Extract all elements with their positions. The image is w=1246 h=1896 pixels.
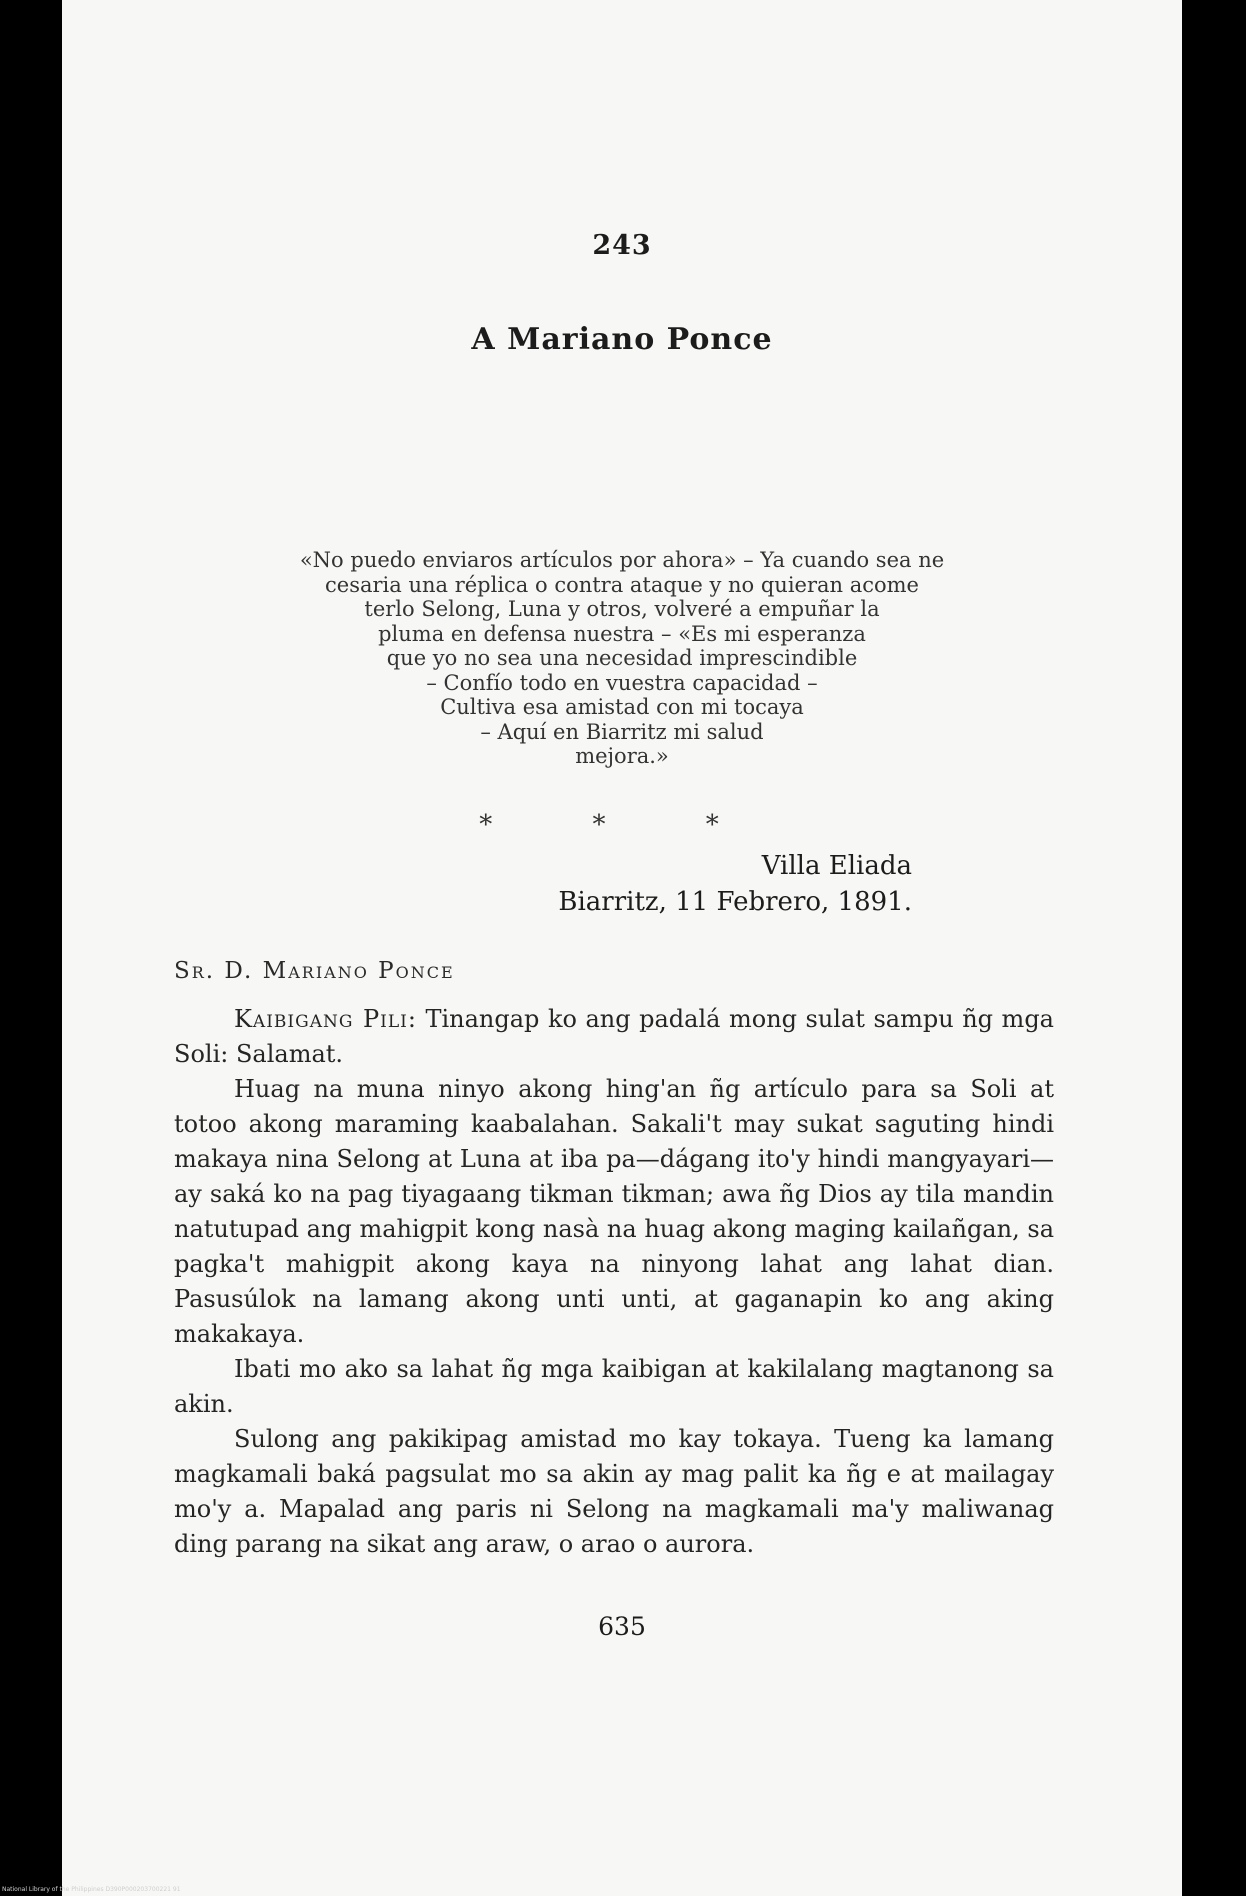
summary-line: cesaria una réplica o contra ataque y no quieran acome: [325, 572, 919, 597]
letter-body: [174, 1002, 1054, 1562]
summary-line: «No puedo enviaros artículos por ahora» – Ya cuando sea ne: [299, 548, 945, 572]
letter-paragraph: [174, 1002, 1054, 1072]
dateline-place: Villa Eliada: [761, 851, 912, 881]
letter-greeting: Kaibigang Pili:: [234, 1005, 417, 1033]
letter-paragraph: Sulong ang pakikipag amistad mo kay tokaya. Tueng ka lamang magkamali baká pagsulat mo sa akin ay mag palit ka ñg e at mailagay mo'y a. Mapalad ang paris ni Selong na magkamali ma'y maliwanag ding parang na sikat ang araw, o arao o aurora.: [174, 1425, 1054, 1558]
summary-line: Cultiva esa amistad con mi tocaya: [440, 695, 804, 719]
letter-paragraph: Huag na muna ninyo akong hing'an ñg artículo para sa Soli at totoo akong maraming kaabalahan. Sakali't may sukat saguting hindi makaya nina Selong at Luna at iba pa—dágang ito'y hindi mangyayari—ay saká ko na pag tiyagaang tikman tikman; awa ñg Dios ay tila mandin natutupad ang mahigpit kong nasà na huag akong maging kailañgan, sa pagka't mahigpit akong kaya na ninyong lahat ang lahat dian. Pasusúlok na lamang akong unti unti, at gaganapin ko ang aking makakaya.: [174, 1075, 1054, 1348]
summary-line: que yo no sea una necesidad imprescindible: [386, 646, 858, 670]
section-separator: * * *: [479, 810, 765, 840]
summary-line: mejora.»: [575, 744, 669, 768]
document-page: [62, 0, 1182, 1896]
archive-credit: National Library of the Philippines D390P000203700221 91: [2, 1886, 181, 1893]
dateline-date: Biarritz, 11 Febrero, 1891.: [558, 887, 912, 917]
letter-title: A Mariano Ponce: [471, 322, 773, 357]
bottom-page-number: 635: [598, 1612, 646, 1641]
summary-line: – Confío todo en vuestra capacidad –: [426, 670, 818, 695]
top-page-number: 243: [592, 230, 652, 261]
summary-line: pluma en defensa nuestra – «Es mi esperanza: [378, 621, 866, 646]
dateline: [558, 848, 912, 920]
letter-paragraph-text: Tinangap ko ang padalá mong sulat sampu ñg mga Soli: Salamat.: [174, 1005, 1054, 1068]
letter-paragraph: Ibati mo ako sa lahat ñg mga kaibigan at kakilalang magtanong sa akin.: [174, 1355, 1054, 1418]
summary-line: terlo Selong, Luna y otros, volveré a empuñar la: [364, 597, 880, 621]
salutation: Sr. D. Mariano Ponce: [174, 958, 455, 984]
summary-block: [222, 548, 1022, 769]
summary-line: – Aquí en Biarritz mi salud: [480, 719, 764, 744]
